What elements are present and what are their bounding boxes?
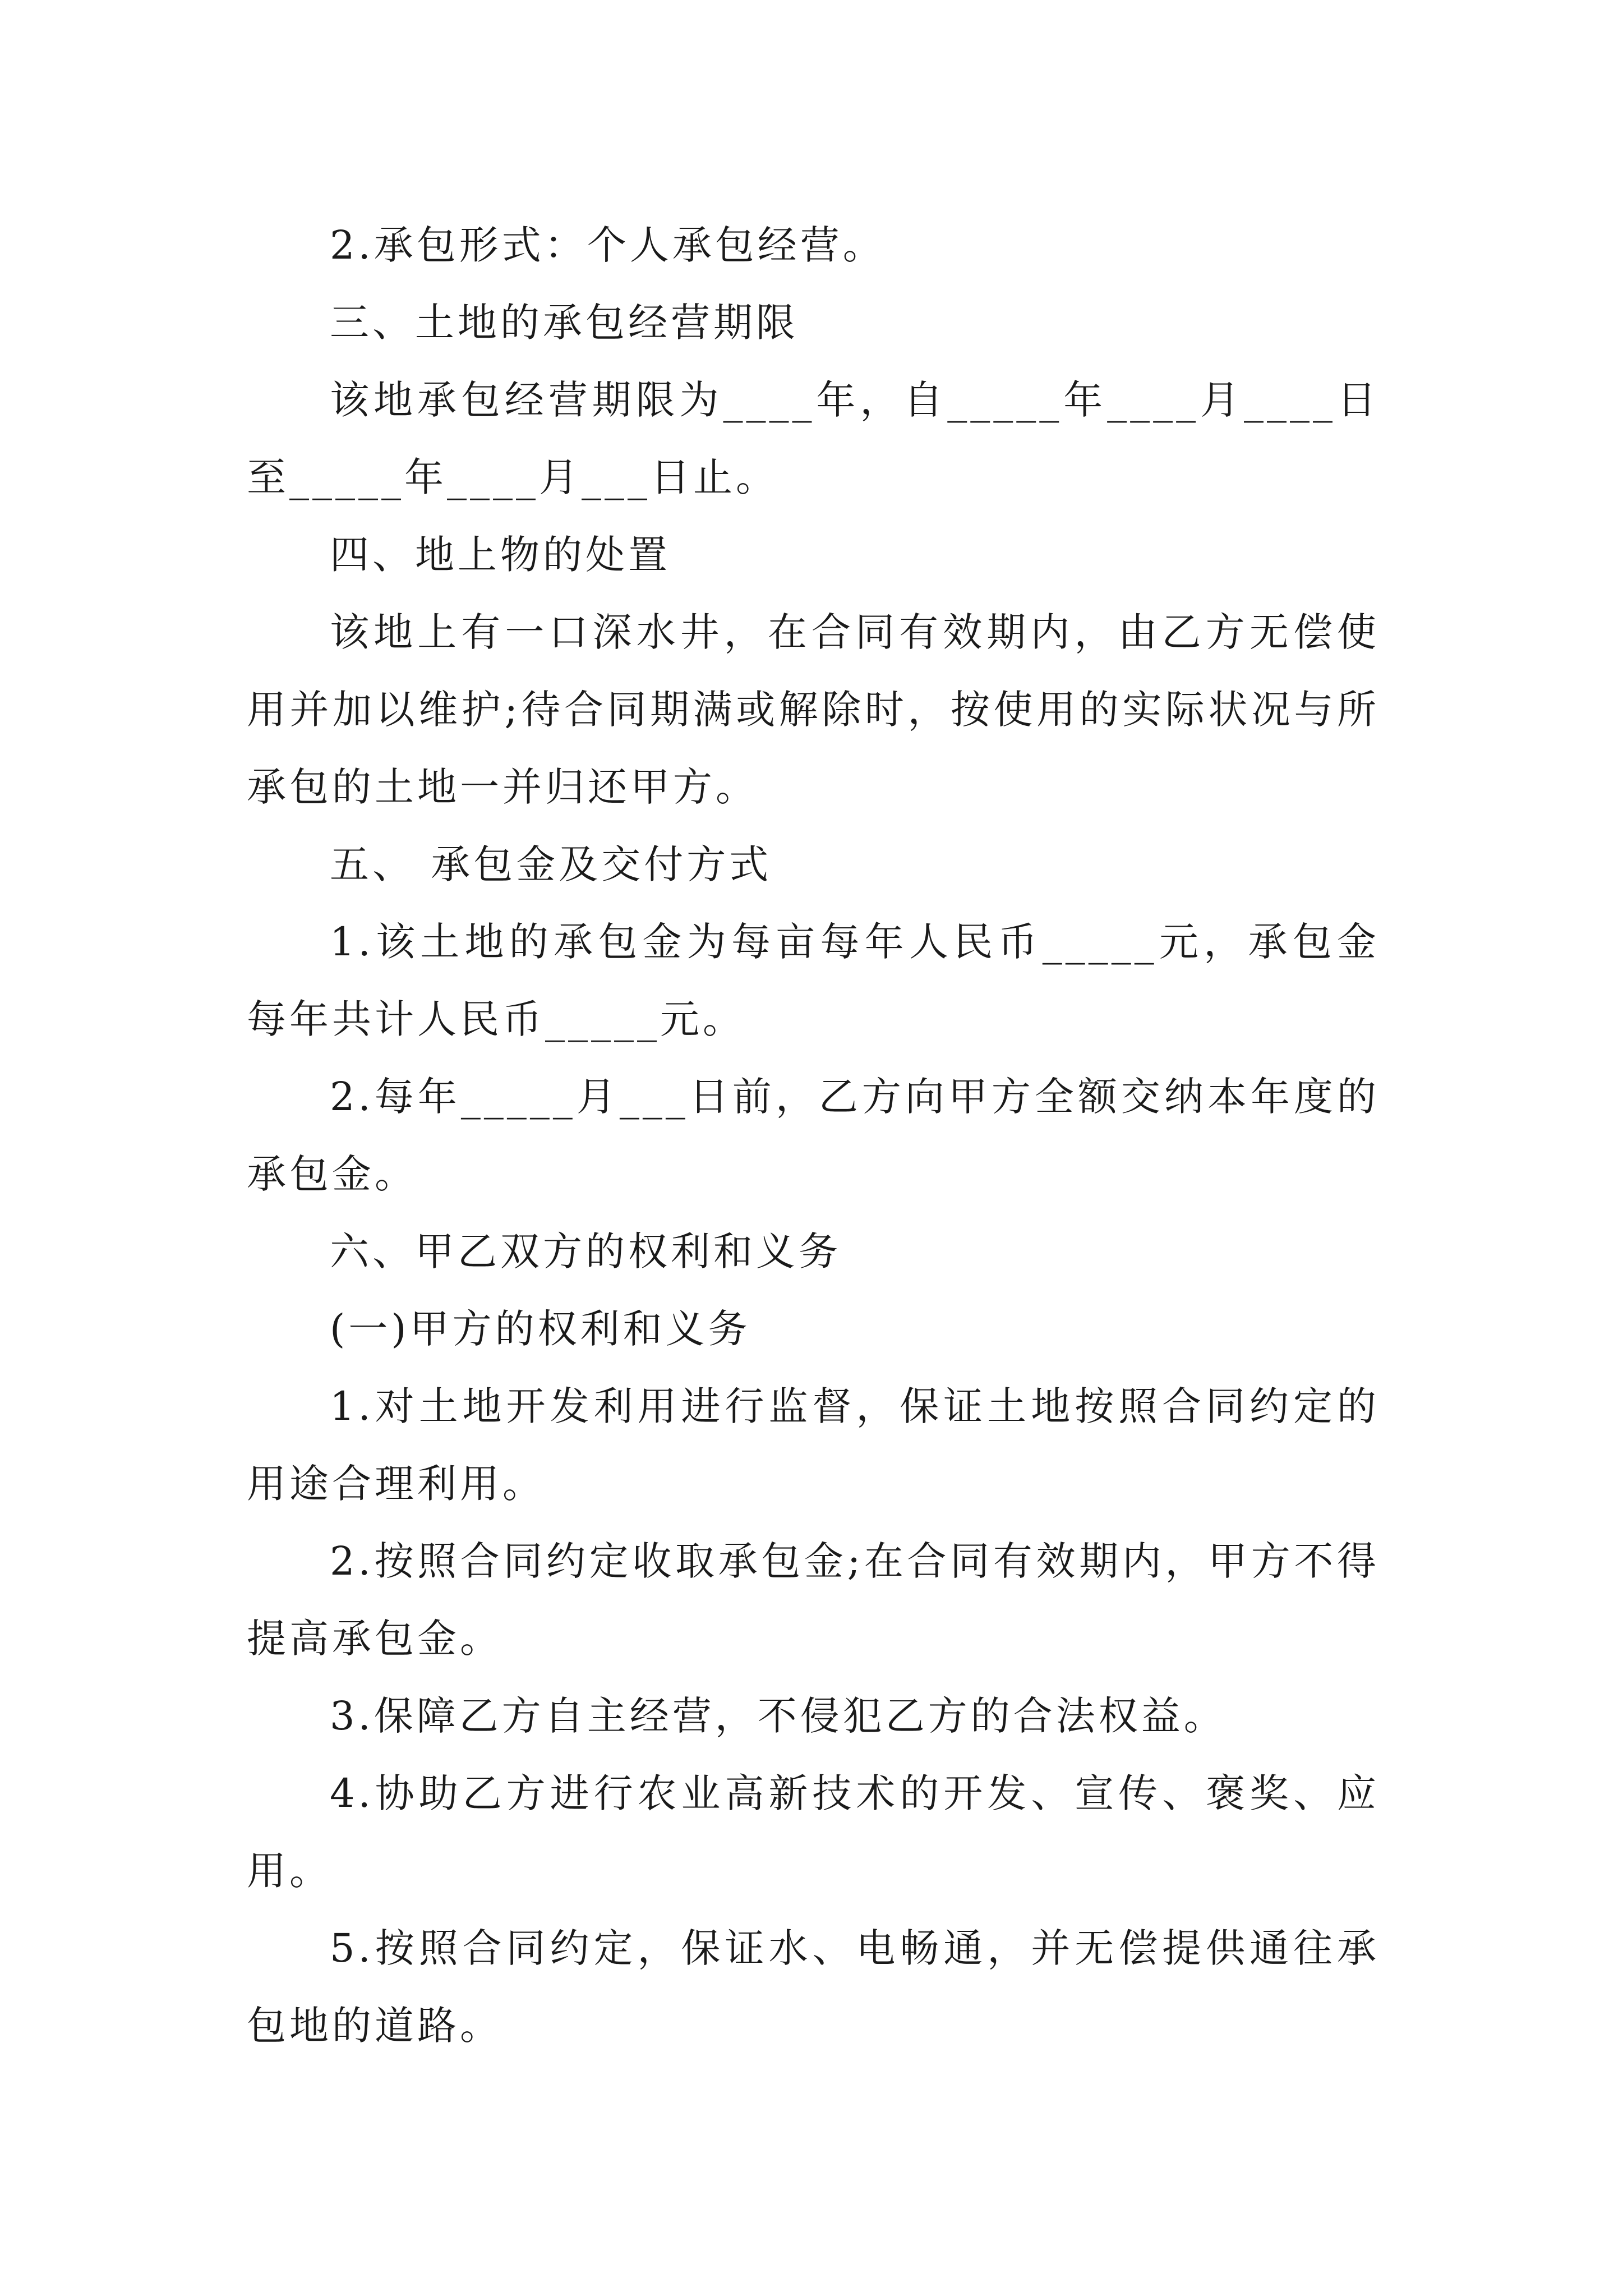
- paragraph-party-a-item-5: 5.按照合同约定，保证水、电畅通，并无偿提供通往承包地的道路。: [247, 1925, 1380, 2049]
- paragraph-well-usage: 该地上有一口深水井，在合同有效期内，由乙方无偿使用并加以维护;待合同期满或解除时，按使用的实际状况与所承包的土地一并归还甲方。: [247, 609, 1380, 810]
- heading-section-5-payment: 五、 承包金及交付方式: [330, 841, 772, 887]
- paragraph-contract-form: 2.承包形式：个人承包经营。: [330, 222, 886, 268]
- paragraph-party-a-item-4: 4.协助乙方进行农业高新技术的开发、宣传、褒奖、应用。: [247, 1770, 1380, 1894]
- paragraph-term-dates: 该地承包经营期限为____年，自_____年____月____日至_____年____月___日止。: [247, 377, 1380, 500]
- heading-section-6-rights: 六、甲乙双方的权利和义务: [330, 1228, 841, 1274]
- paragraph-payment-deadline: 2.每年_____月___日前，乙方向甲方全额交纳本年度的承包金。: [247, 1074, 1380, 1197]
- paragraph-party-a-item-3: 3.保障乙方自主经营，不侵犯乙方的合法权益。: [330, 1693, 1227, 1739]
- subheading-party-a-rights: (一)甲方的权利和义务: [330, 1306, 751, 1352]
- paragraph-party-a-item-1: 1.对土地开发利用进行监督，保证土地按照合同约定的用途合理利用。: [247, 1383, 1380, 1507]
- heading-section-4-ground-objects: 四、地上物的处置: [330, 532, 671, 578]
- paragraph-fee-amount: 1.该土地的承包金为每亩每年人民币_____元，承包金每年共计人民币_____元。: [247, 919, 1380, 1042]
- document-body: [247, 206, 1380, 2064]
- heading-section-3-term: 三、土地的承包经营期限: [330, 300, 799, 346]
- paragraph-party-a-item-2: 2.按照合同约定收取承包金;在合同有效期内，甲方不得提高承包金。: [247, 1538, 1380, 1662]
